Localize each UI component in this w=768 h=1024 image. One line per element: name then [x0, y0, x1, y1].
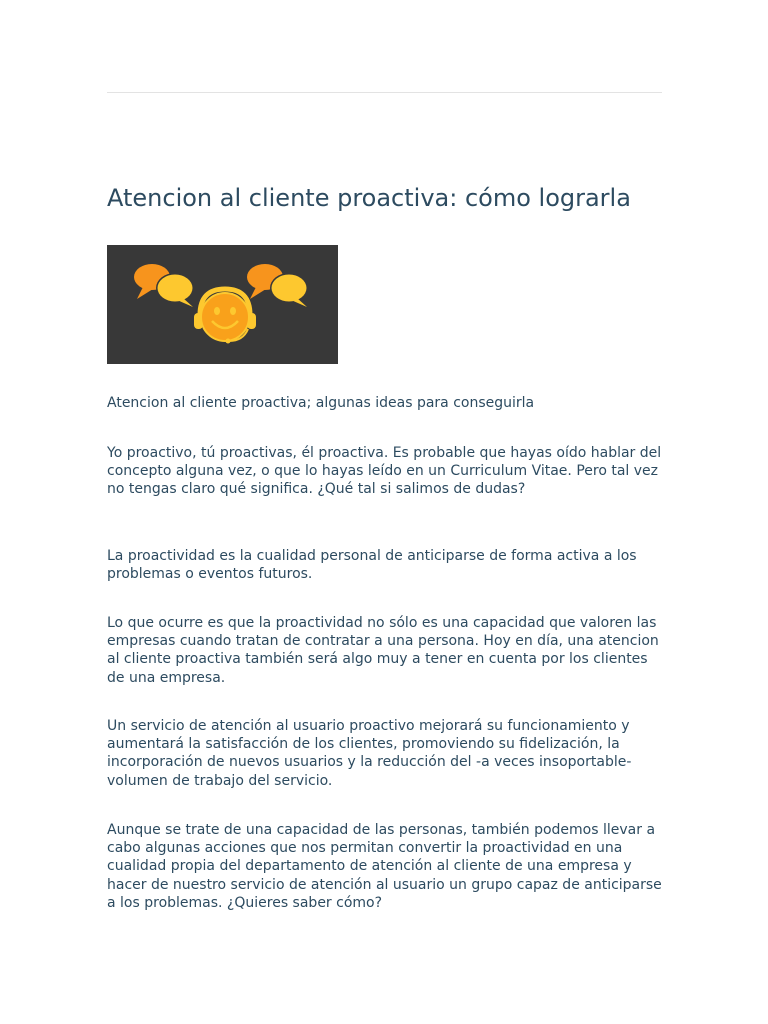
top-divider [107, 92, 662, 93]
article-paragraph: Yo proactivo, tú proactivas, él proactiva. Es probable que hayas oído hablar del concepto alguna vez, o que lo hayas leído en un Curriculum Vitae. Pero tal vez no tengas claro qué significa. ¿Qué tal si salimos de dudas? [107, 445, 662, 498]
article-subtitle: Atencion al cliente proactiva; algunas ideas para conseguirla [107, 395, 535, 411]
customer-service-icon [107, 245, 338, 364]
article-paragraph: Un servicio de atención al usuario proactivo mejorará su funcionamiento y aumentará la satisfacción de los clientes, promoviendo su fidelización, la incorporación de nuevos usuarios y la reducción del -a veces insoportable- volumen de trabajo del servicio. [107, 718, 632, 789]
article-title: Atencion al cliente proactiva: cómo lograrla [107, 184, 631, 212]
article-image [107, 245, 338, 364]
article-paragraph: Aunque se trate de una capacidad de las personas, también podemos llevar a cabo algunas acciones que nos permitan convertir la proactividad en una cualidad propia del departamento de atención al cliente de una empresa y hacer de nuestro servicio de atención al usuario un grupo capaz de anticiparse a los problemas. ¿Quieres saber cómo? [107, 822, 662, 911]
article-paragraph: La proactividad es la cualidad personal de anticiparse de forma activa a los problemas o eventos futuros. [107, 548, 637, 583]
article-paragraph: Lo que ocurre es que la proactividad no sólo es una capacidad que valoren las empresas cuando tratan de contratar a una persona. Hoy en día, una atencion al cliente proactiva también será algo muy a tener en cuenta por los clientes de una empresa. [107, 615, 659, 686]
